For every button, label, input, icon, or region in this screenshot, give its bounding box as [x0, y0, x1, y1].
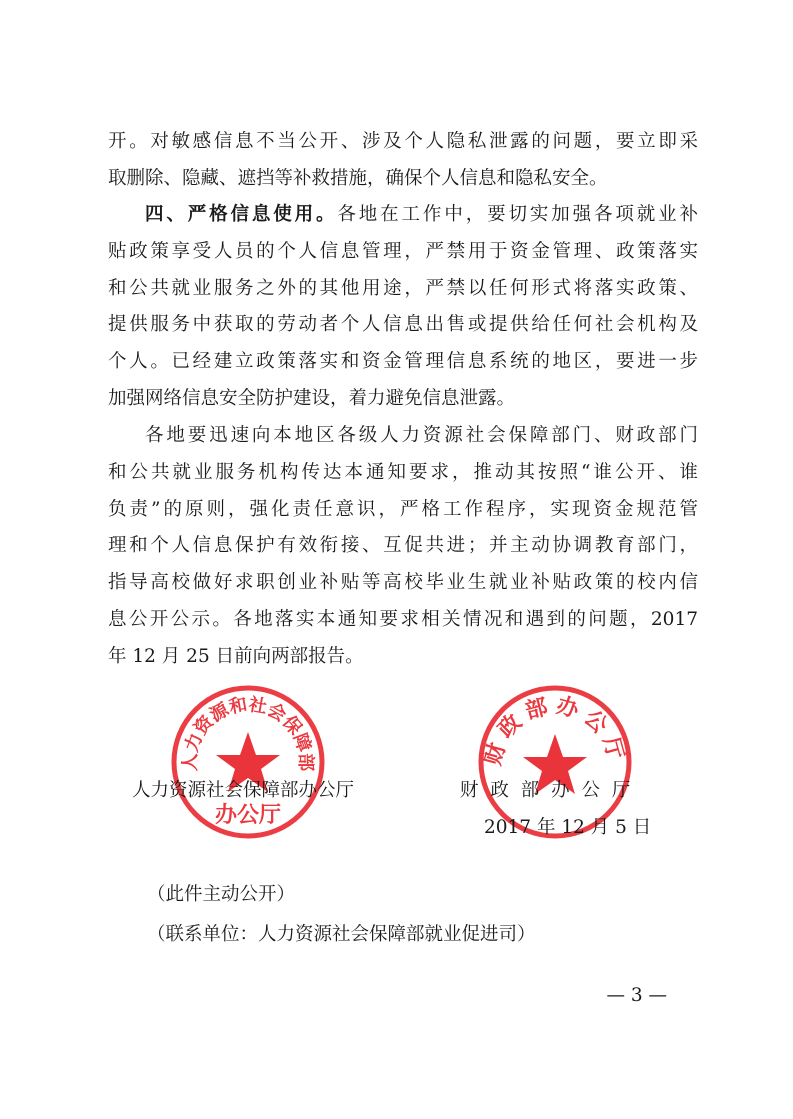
seal-left	[168, 682, 328, 842]
text-span: 各地在工作中，要切实加强各项就业补	[337, 204, 698, 225]
signature-right-org: 财 政 部 办 公 厅	[460, 780, 631, 801]
text-line: 和公共就业服务机构传达本通知要求，推动其按照“谁公开、谁	[108, 461, 698, 483]
text-line: 加强网络信息安全防护建设，着力避免信息泄露。	[108, 387, 516, 409]
paragraph-2	[108, 197, 698, 418]
text-line: 提供服务中获取的劳动者个人信息出售或提供给任何社会机构及	[108, 314, 698, 336]
text-line: 开。对敏感信息不当公开、涉及个人隐私泄露的问题，要立即采	[108, 131, 698, 152]
text-line: 理和个人信息保护有效衔接、互促共进；并主动协调教育部门，	[108, 535, 698, 557]
seal-right-text: 财政部办公厅	[480, 693, 630, 769]
text-line: 个人。已经建立政策落实和资金管理信息系统的地区，要进一步	[108, 351, 698, 373]
text-line: 息公开公示。各地落实本通知要求相关情况和遇到的问题，2017	[108, 608, 698, 630]
paragraph-1	[108, 124, 698, 198]
signature-left-org: 人力资源社会保障部办公厅	[132, 780, 355, 801]
page-number: — 3 —	[606, 985, 667, 1006]
text-line: 各地要迅速向本地区各级人力资源社会保障部门、财政部门	[145, 425, 698, 446]
paragraph-3	[108, 418, 698, 676]
note-contact: （联系单位：人力资源社会保障部就业促进司）	[147, 924, 536, 945]
text-line: 取删除、隐藏、遮挡等补救措施，确保个人信息和隐私安全。	[108, 167, 608, 189]
text-line: 和公共就业服务之外的其他用途，严禁以任何形式将落实政策、	[108, 277, 698, 299]
text-line: 负责”的原则，强化责任意识，严格工作程序，实现资金规范管	[108, 498, 698, 520]
seal-left-bottom: 办公厅	[214, 803, 282, 828]
seal-left-text: 人力资源和社会保障部	[179, 694, 317, 772]
text-line	[108, 197, 698, 234]
signature-date: 2017 年 12 月 5 日	[484, 817, 652, 838]
text-line: 年 12 月 25 日前向两部报告。	[108, 645, 364, 667]
note-public: （此件主动公开）	[147, 884, 296, 905]
text-line: 指导高校做好求职创业补贴等高校毕业生就业补贴政策的校内信	[108, 572, 698, 594]
section-heading: 四、严格信息使用。	[145, 204, 338, 225]
text-line: 贴政策享受人员的个人信息管理，严禁用于资金管理、政策落实	[108, 240, 698, 262]
